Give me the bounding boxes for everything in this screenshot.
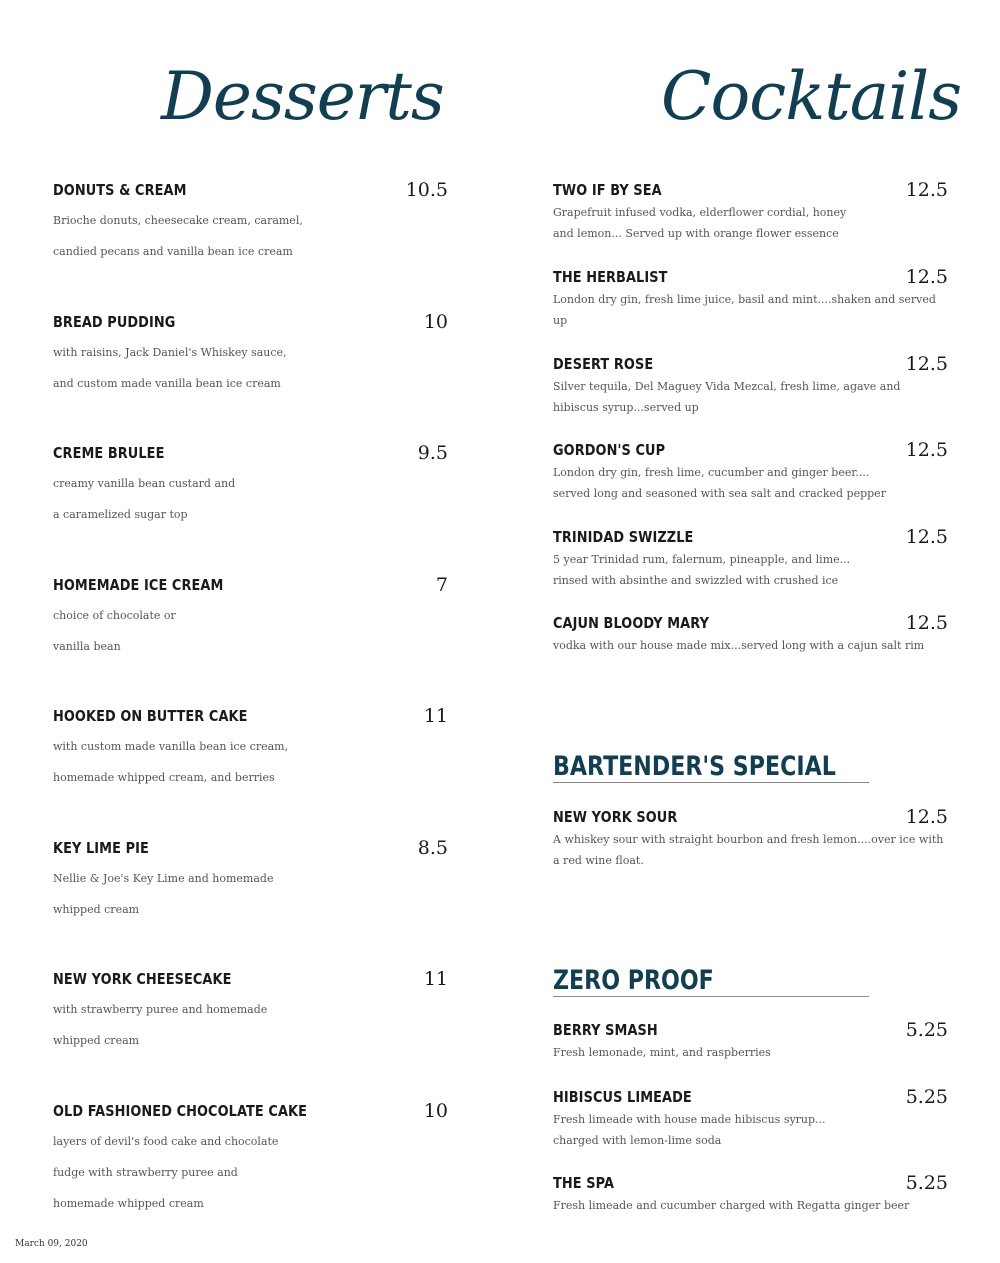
item-name: GORDON'S CUP (553, 441, 666, 459)
item-name: OLD FASHIONED CHOCOLATE CAKE (53, 1102, 307, 1120)
item-price: 9.5 (417, 442, 448, 464)
item-description: vodka with our house made mix...served long with a cajun salt rim (553, 639, 925, 652)
zero-proof-item (553, 1020, 948, 1064)
dessert-item (53, 838, 448, 925)
item-description: choice of chocolate or vanilla bean (53, 609, 176, 653)
dessert-item (53, 443, 448, 530)
item-description: London dry gin, fresh lime, cucumber and ginger beer.... served long and seasoned with sea salt and cracked pepper (553, 466, 886, 500)
item-description: with custom made vanilla bean ice cream, homemade whipped cream, and berries (53, 740, 289, 784)
item-price: 5.25 (905, 1172, 948, 1194)
item-description: A whiskey sour with straight bourbon and fresh lemon....over ice with a red wine float. (553, 833, 944, 867)
item-description: Fresh limeade and cucumber charged with Regatta ginger beer (553, 1199, 910, 1212)
item-name: HIBISCUS LIMEADE (553, 1088, 692, 1106)
cocktail-item (553, 180, 948, 244)
item-description: Silver tequila, Del Maguey Vida Mezcal, fresh lime, agave and hibiscus syrup...served up (553, 380, 901, 414)
item-price: 12.5 (905, 179, 948, 201)
item-price: 10 (423, 311, 448, 333)
item-description: Grapefruit infused vodka, elderflower cordial, honey and lemon... Served up with orange flower essence (553, 206, 847, 240)
dessert-item (53, 969, 448, 1056)
cocktail-item (553, 354, 948, 418)
item-price: 11 (423, 968, 448, 990)
dessert-item (53, 1101, 448, 1219)
dessert-item (53, 575, 448, 662)
desserts-title: Desserts (161, 58, 444, 135)
item-description: with raisins, Jack Daniel's Whiskey sauce, and custom made vanilla bean ice cream (53, 346, 287, 390)
item-name: TWO IF BY SEA (553, 181, 662, 199)
item-description: with strawberry puree and homemade whipped cream (53, 1003, 268, 1047)
item-description: London dry gin, fresh lime juice, basil and mint....shaken and served up (553, 293, 936, 327)
dessert-item (53, 180, 448, 267)
cocktail-item (553, 440, 948, 504)
bartenders-special-heading: BARTENDER'S SPECIAL (553, 752, 869, 783)
item-description: creamy vanilla bean custard and a caramelized sugar top (53, 477, 236, 521)
item-name: HOMEMADE ICE CREAM (53, 576, 224, 594)
zero-proof-item (553, 1087, 948, 1151)
cocktails-title: Cocktails (661, 58, 962, 135)
item-price: 7 (435, 574, 448, 596)
cocktail-item (553, 613, 948, 657)
dessert-item (53, 312, 448, 399)
desserts-column (53, 0, 448, 1263)
item-price: 11 (423, 705, 448, 727)
item-name: BERRY SMASH (553, 1021, 658, 1039)
item-price: 10 (423, 1100, 448, 1122)
zero-proof-item (553, 1173, 948, 1217)
cocktail-item (553, 267, 948, 331)
item-name: KEY LIME PIE (53, 839, 149, 857)
item-price: 12.5 (905, 353, 948, 375)
item-name: HOOKED ON BUTTER CAKE (53, 707, 248, 725)
item-name: THE HERBALIST (553, 268, 668, 286)
print-date: March 09, 2020 (15, 1239, 88, 1249)
item-price: 10.5 (405, 179, 448, 201)
item-name: TRINIDAD SWIZZLE (553, 528, 694, 546)
item-description: Nellie & Joe's Key Lime and homemade whipped cream (53, 872, 274, 916)
item-name: CREME BRULEE (53, 444, 165, 462)
item-name: THE SPA (553, 1174, 615, 1192)
item-price: 8.5 (417, 837, 448, 859)
item-name: DESERT ROSE (553, 355, 654, 373)
item-description: Fresh lemonade, mint, and raspberries (553, 1046, 771, 1059)
cocktail-item (553, 527, 948, 591)
cocktails-column (553, 0, 962, 1263)
item-description: Brioche donuts, cheesecake cream, caramel, candied pecans and vanilla bean ice cream (53, 214, 303, 258)
item-price: 5.25 (905, 1086, 948, 1108)
item-description: Fresh limeade with house made hibiscus syrup... charged with lemon-lime soda (553, 1113, 826, 1147)
item-price: 12.5 (905, 612, 948, 634)
item-name: DONUTS & CREAM (53, 181, 187, 199)
item-price: 12.5 (905, 266, 948, 288)
special-item (553, 807, 948, 871)
item-name: NEW YORK CHEESECAKE (53, 970, 232, 988)
item-name: BREAD PUDDING (53, 313, 176, 331)
item-name: CAJUN BLOODY MARY (553, 614, 709, 632)
item-description: layers of devil's food cake and chocolate fudge with strawberry puree and homemade whipped cream (53, 1135, 279, 1210)
item-price: 12.5 (905, 806, 948, 828)
item-description: 5 year Trinidad rum, falernum, pineapple, and lime... rinsed with absinthe and swizzled with crushed ice (553, 553, 851, 587)
item-price: 12.5 (905, 439, 948, 461)
dessert-item (53, 706, 448, 793)
item-price: 12.5 (905, 526, 948, 548)
item-price: 5.25 (905, 1019, 948, 1041)
zero-proof-heading: ZERO PROOF (553, 966, 869, 997)
item-name: NEW YORK SOUR (553, 808, 678, 826)
